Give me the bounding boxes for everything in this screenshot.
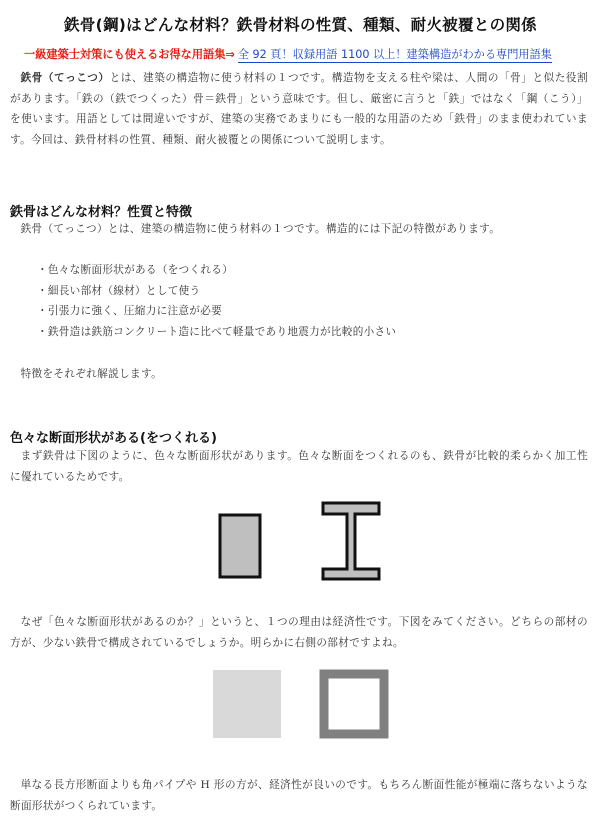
properties-lead: 鉄骨（てっこつ）とは、建築の構造物に使う材料の１つです。構造的には下記の特徴があります。 (20, 223, 501, 235)
shapes-paragraph-1: まず鉄骨は下図のように、色々な断面形状があります。色々な断面をつくれるのも、鉄骨が比較的柔らかく加工性に優れているためです。 (10, 450, 588, 483)
intro-text: とは、建築の構造物に使う材料の１つです。構造物を支える柱や梁は、人間の「骨」と似た役割があります。「鉄の（鉄でつくった）骨＝鉄骨」という意味です。但し、厳密に言うと「鉄」ではなく「鋼（こう）」を使います。用語としては間違いですが、建築の実務であまりにも一般的な用語のため「鉄骨」のまま使われています。今回は、鉄骨材料の性質、種類、耐火被覆との関係について説明します。 (10, 72, 588, 146)
list-item: ・引張力に強く、圧縮力に注意が必要 (37, 305, 222, 317)
solid-rectangle-section-icon (220, 515, 260, 577)
intro-paragraph (10, 68, 588, 150)
glossary-link[interactable]: 全 92 頁！収録用語 1100 以上！建築構造がわかる専門用語集 (237, 48, 552, 61)
hollow-square-section-icon (324, 674, 384, 734)
solid-square-section-icon (213, 670, 281, 738)
section-heading-properties: 鉄骨はどんな材料？性質と特徴 (10, 205, 193, 220)
section-shapes-figure (212, 500, 392, 584)
promo-highlight: 一級建築士対策にも使えるお得な用語集⇒ (24, 48, 235, 61)
promo-banner (24, 46, 552, 62)
section-heading-shapes: 色々な断面形状がある(をつくれる) (10, 431, 217, 446)
feature-list (37, 260, 396, 342)
shapes-paragraph-3: 単なる長方形断面よりも角パイプや H 形の方が、経済性が良いのです。もちろん断面性能が極端に落ちないような断面形状がつくられています。 (10, 779, 588, 812)
features-closing: 特徴をそれぞれ解説します。 (20, 368, 163, 380)
h-beam-section-icon (323, 503, 379, 579)
list-item: ・鉄骨造は鉄筋コンクリート造に比べて軽量であり地震力が比較的小さい (37, 325, 397, 338)
page-title: 鉄骨(鋼)はどんな材料？鉄骨材料の性質、種類、耐火被覆との関係 (64, 16, 537, 34)
list-item: ・細長い部材（線材）として使う (37, 284, 201, 297)
shapes-paragraph-2: なぜ「色々な断面形状があるのか？」というと、１つの理由は経済性です。下図をみてください。どちらの部材の方が、少ない鉄骨で構成されているでしょうか。明らかに右側の部材ですよね。 (10, 616, 588, 649)
intro-term: 鉄骨（てっこつ） (20, 72, 110, 84)
economy-figure (210, 668, 390, 740)
list-item: ・色々な断面形状がある（をつくれる） (37, 264, 234, 276)
